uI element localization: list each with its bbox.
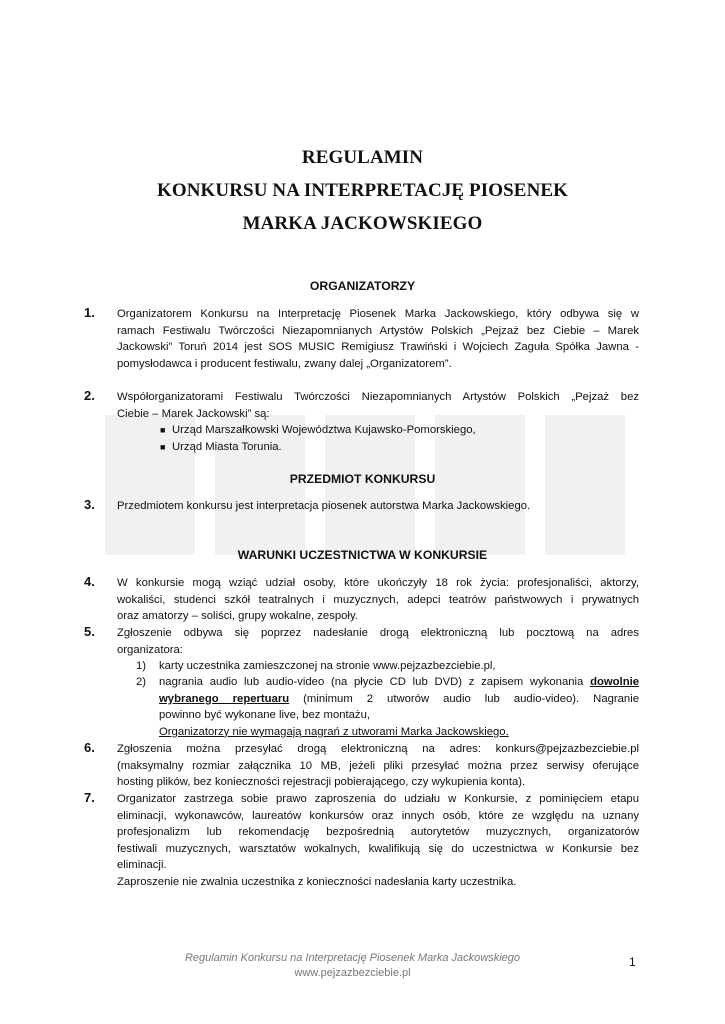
list-item xyxy=(160,422,476,439)
list-item-text: karty uczestnika zamieszczonej na stronie www.pejzazbezciebie.pl, xyxy=(159,660,496,672)
emphasis-text: dowolnie xyxy=(590,676,640,688)
paragraph-2-line: Ciebie – Marek Jackowski” są: xyxy=(117,407,270,420)
list-item-line xyxy=(159,674,639,691)
item-number-1: 1. xyxy=(84,305,95,320)
paragraph-1-line: Organizatorem Konkursu na Interpretację Piosenek Marka Jackowskiego, który odbywa się w xyxy=(117,308,639,320)
page-number: 1 xyxy=(629,955,636,969)
list-item-text-part: nagrania audio lub audio-video (na płycie CD lub DVD) z zapisem wykonania xyxy=(159,676,584,688)
paragraph-1 xyxy=(117,306,639,372)
list-item-text: Urząd Marszałkowski Województwa Kujawsko-Pomorskiego, xyxy=(172,424,476,436)
paragraph-2 xyxy=(117,389,639,422)
paragraph-7-line: eliminacji, wykonawców, laureatów konkursów oraz innych osób, które ze względu na uznany xyxy=(117,809,639,822)
paragraph-7 xyxy=(117,791,639,891)
paragraph-4 xyxy=(117,575,639,625)
paragraph-4-line: oraz amatorzy – soliści, grupy wokalne, zespoły. xyxy=(117,610,358,623)
list-item-line xyxy=(159,691,639,708)
item-number-6: 6. xyxy=(84,740,95,755)
paragraph-7-line: Zaproszenie nie zwalnia uczestnika z konieczności nadesłania karty uczestnika. xyxy=(117,875,517,888)
item-number-4: 4. xyxy=(84,574,95,589)
paragraph-7-line: profesjonalizm lub rekomendację bezpośrednią autorytetów muzycznych, organizatorów xyxy=(117,826,639,839)
list-item-text-part: (minimum 2 utworów audio lub audio-video). Nagranie xyxy=(303,692,640,705)
section-heading-subject: PRZEDMIOT KONKURSU xyxy=(289,472,436,486)
section-heading-conditions: WARUNKI UCZESTNICTWA W KONKURSIE xyxy=(237,548,488,562)
paragraph-6-line: Zgłoszenia można przesyłać drogą elektroniczną na adres: konkurs@pejzazbezciebie.pl xyxy=(117,743,639,755)
footer-title: Regulamin Konkursu na Interpretację Piosenek Marka Jackowskiego xyxy=(184,952,521,964)
paragraph-6-line: (maksymalny rozmiar załącznika 10 MB, jeżeli pliki przesyłać można przez serwisy oferujące xyxy=(117,759,639,772)
item-number-2: 2. xyxy=(84,388,95,403)
square-bullet-icon: ■ xyxy=(160,442,166,452)
paragraph-4-line: W konkursie mogą wziąć udział osoby, które ukończyły 18 rok życia: profesjonaliści, aktorzy, xyxy=(117,577,639,589)
list-item-label: 2) xyxy=(136,676,147,688)
list-item-text xyxy=(159,674,639,740)
underlined-note: Organizatorzy nie wymagają nagrań z utworami Marka Jackowskiego. xyxy=(159,725,509,738)
paragraph-3 xyxy=(117,498,639,515)
paragraph-2-line: Współorganizatorami Festiwalu Twórczości Niezapomnianych Artystów Polskich „Pejzaż bez xyxy=(117,391,639,403)
list-item-label: 1) xyxy=(136,660,147,672)
square-bullet-icon: ■ xyxy=(160,425,166,435)
paragraph-7-line: festiwali muzycznych, warsztatów wokalnych, kwalifikują się do uczestnictwa w Konkursie bez xyxy=(117,842,639,855)
footer-url: www.pejzazbezciebie.pl xyxy=(294,967,411,979)
paragraph-7-line: Organizator zastrzega sobie prawo zaproszenia do udziału w Konkursie, z pominięciem etapu xyxy=(117,793,639,805)
doc-title-line-1: REGULAMIN xyxy=(301,147,424,168)
doc-title-line-3: MARKA JACKOWSKIEGO xyxy=(242,213,483,234)
list-item xyxy=(160,439,282,456)
paragraph-1-line: Jackowski” Toruń 2014 jest SOS MUSIC Remigiusz Trawiński i Wojciech Zaguła Spółka Jawna - xyxy=(117,341,639,354)
paragraph-1-line: ramach Festiwalu Twórczości Niezapomnianych Artystów Polskich „Pejzaż bez Ciebie – Marek xyxy=(117,324,639,337)
doc-title-line-2: KONKURSU NA INTERPRETACJĘ PIOSENEK xyxy=(156,180,569,201)
list-item-text: Urząd Miasta Torunia. xyxy=(172,441,282,453)
paragraph-4-line: wokaliści, studenci szkół teatralnych i muzycznych, adepci teatrów państwowych i prywatnych xyxy=(117,593,639,606)
paragraph-3-line: Przedmiotem konkursu jest interpretacja piosenek autorstwa Marka Jackowskiego. xyxy=(117,500,531,512)
item-number-5: 5. xyxy=(84,624,95,639)
paragraph-6-line: hosting plików, bez konieczności rejestracji pobierającego, czy wykupienia konta). xyxy=(117,776,526,789)
paragraph-7-line: eliminacji. xyxy=(117,859,167,872)
paragraph-5-line: Zgłoszenie odbywa się poprzez nadesłanie drogą elektroniczną lub pocztową na adres xyxy=(117,627,639,639)
paragraph-6 xyxy=(117,741,639,791)
paragraph-5 xyxy=(117,625,639,658)
section-heading-organizers: ORGANIZATORZY xyxy=(309,279,416,293)
paragraph-1-line: pomysłodawca i producent festiwalu, zwany dalej „Organizatorem”. xyxy=(117,357,452,370)
emphasis-text: wybranego repertuaru xyxy=(159,692,290,705)
paragraph-5-line: organizatora: xyxy=(117,643,183,656)
item-number-7: 7. xyxy=(84,790,95,805)
item-number-3: 3. xyxy=(84,497,95,512)
list-item-line: powinno być wykonane live, bez montażu, xyxy=(159,709,370,722)
